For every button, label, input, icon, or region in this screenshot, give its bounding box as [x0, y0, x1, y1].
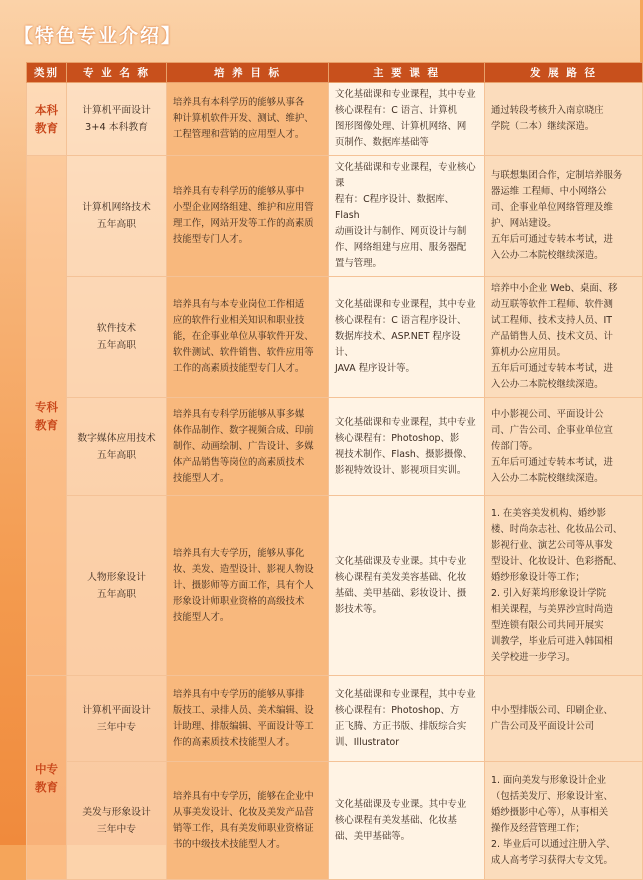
header-category: 类别: [27, 63, 67, 83]
major-name: 数字媒体应用技术 五年高职: [67, 398, 167, 496]
training-goal: 培养具有中专学历的能够从事排 版技工、录排人员、美术编辑、设 计助理、排版编辑、平面设计等工 作的高素质技术技能型人才。: [167, 676, 329, 762]
category-junior-college: 专科 教育: [27, 156, 67, 676]
major-name: 软件技术 五年高职: [67, 277, 167, 398]
training-goal: 培养具有大专学历，能够从事化 妆、美发、造型设计、影视人物设 计、摄影师等方面工作，具有个人 形象设计师职业资格的高级技术 技能型人才。: [167, 496, 329, 676]
training-goal: 培养具有专科学历的能够从事中 小型企业网络组建、维护和应用管 理工作，网站开发等工作的高素质 技能型专门人才。: [167, 156, 329, 277]
header-path: 发 展 路 径: [485, 63, 643, 83]
development-path: 1. 在美容美发机构、婚纱影 楼、时尚杂志社、化妆品公司、 影视行业、演艺公司等从事发 型设计、化妆设计、色彩搭配、 婚纱形象设计等工作； 2. 引入好莱坞形象设计学院 相关课程，与美界沙宣时尚造 型连锁有限公司共同开展实 训教学，毕业后可进入韩国相 关学校进一步学习。: [485, 496, 643, 676]
table-row: [27, 762, 643, 880]
major-name: 计算机网络技术 五年高职: [67, 156, 167, 277]
header-name: 专 业 名 称: [67, 63, 167, 83]
main-courses: 文化基础课和专业课程，其中专业 核心课程有：Photoshop、方 正飞腾、方正书版、排版综合实 训、Illustrator: [329, 676, 485, 762]
main-courses: 文化基础课和专业课程，其中专业 核心课程有：Photoshop、影 视技术制作、Flash、摄影摄像、 影视特效设计、影视项目实训。: [329, 398, 485, 496]
table-header-row: [27, 63, 643, 83]
category-secondary: 中专 教育: [27, 676, 67, 880]
table-row: [27, 83, 643, 156]
category-undergraduate: 本科 教育: [27, 83, 67, 156]
table-row: [27, 156, 643, 277]
table-row: [27, 496, 643, 676]
major-name: 计算机平面设计 三年中专: [67, 676, 167, 762]
development-path: 与联想集团合作，定制培养服务 器运维 工程师、中小网络公 司、企事业单位网络管理及维 护、网站建设。 五年后可通过专转本考试，进 入公办二本院校继续深造。: [485, 156, 643, 277]
training-goal: 培养具有专科学历能够从事多媒 体作品制作、数字视频合成、印前 制作、动画绘制、广告设计、多媒 体产品销售等岗位的高素质技术 技能型人才。: [167, 398, 329, 496]
development-path: 1. 面向美发与形象设计企业 （包括美发厅、形象设计室、 婚纱摄影中心等），从事相关 操作及经营管理工作； 2. 毕业后可以通过注册入学、 成人高考学习获得大专文凭。: [485, 762, 643, 880]
training-goal: 培养具有本科学历的能够从事各 种计算机软件开发、测试、维护、 工程管理和营销的应用型人才。: [167, 83, 329, 156]
main-courses: 文化基础课和专业课程，其中专业 核心课程有：C 语言、计算机 图形图像处理、计算机网络、网 页制作、数据库基础等: [329, 83, 485, 156]
development-path: 培养中小企业 Web、桌面、移 动互联等软件工程师、软件测 试工程师、技术支持人员、IT 产品销售人员、技术文员、计 算机办公应用员。 五年后可通过专转本考试，进 入公办二本院校继续深造。: [485, 277, 643, 398]
header-course: 主 要 课 程: [329, 63, 485, 83]
major-name: 计算机平面设计 3+4 本科教育: [67, 83, 167, 156]
main-courses: 文化基础课和专业课程，专业核心课 程有：C程序设计、数据库、Flash 动画设计与制作、网页设计与制 作、网络组建与应用、服务器配 置与管理。: [329, 156, 485, 277]
main-courses: 文化基础课和专业课程，其中专业 核心课程有：C 语言程序设计、 数据库技术、ASP.NET 程序设计、 JAVA 程序设计等。: [329, 277, 485, 398]
training-goal: 培养具有与本专业岗位工作相适 应的软件行业相关知识和职业技 能，在企事业单位从事软件开发、 软件测试、软件销售、软件应用等 工作的高素质技能型专门人才。: [167, 277, 329, 398]
development-path: 通过转段考核升入南京晓庄 学院（二本）继续深造。: [485, 83, 643, 156]
header-goal: 培 养 目 标: [167, 63, 329, 83]
major-name: 美发与形象设计 三年中专: [67, 762, 167, 880]
major-table: [26, 62, 643, 880]
table-row: [27, 398, 643, 496]
table-row: [27, 676, 643, 762]
title-bar: [0, 14, 640, 58]
major-name: 人物形象设计 五年高职: [67, 496, 167, 676]
development-path: 中小影视公司、平面设计公 司、广告公司、企事业单位宣 传部门等。 五年后可通过专转本考试，进 入公办二本院校继续深造。: [485, 398, 643, 496]
training-goal: 培养具有中专学历，能够在企业中 从事美发设计、化妆及美发产品营 销等工作，具有美发师职业资格证 书的中级技术技能型人才。: [167, 762, 329, 880]
table-row: [27, 277, 643, 398]
page-title: 【特色专业介绍】: [14, 25, 183, 47]
development-path: 中小型排版公司、印刷企业、 广告公司及平面设计公司: [485, 676, 643, 762]
main-courses: 文化基础课及专业课。其中专业 核心课程有美发基础、化妆基 础、美甲基础等。: [329, 762, 485, 880]
main-courses: 文化基础课及专业课。其中专业 核心课程有美发美容基础、化妆 基础、美甲基础、彩妆设计、摄 影技术等。: [329, 496, 485, 676]
